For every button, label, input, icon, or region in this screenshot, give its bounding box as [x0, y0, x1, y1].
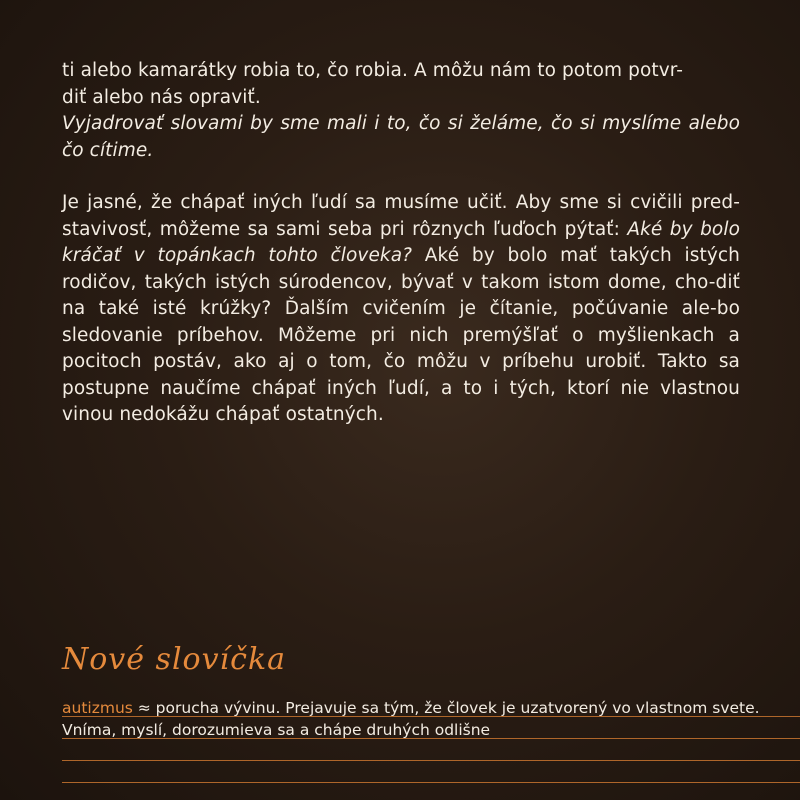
- paragraph-2-text-b: Aké by bolo mať takých istých rodičov, takých istých súrodencov, bývať v takom istom dome, cho-diť na také isté krúžky? Ďalším cvičením je čítanie, počúvanie ale-bo sledovanie príbehov. Môžeme pri nich premýšľať o myšlienkach a pocitoch postáv, ako aj o tom, čo môžu v príbehu urobiť. Takto sa postupne naučíme chápať iných ľudí, a to i tých, ktorí nie vlastnou vinou nedokážu chápať ostatných.: [62, 245, 740, 425]
- vocabulary-entry: [62, 697, 762, 741]
- vocabulary-term: autizmus: [62, 699, 133, 717]
- vocabulary-title: Nové slovíčka: [62, 642, 287, 677]
- divider-line: [62, 782, 800, 783]
- paragraph-1: [62, 58, 740, 164]
- paragraph-1-italic: Vyjadrovať slovami by sme mali i to, čo si želáme, čo si myslíme alebo čo cítime.: [62, 113, 740, 161]
- paragraph-2-italic: Aké by bolo kráčať v topánkach tohto človeka?: [62, 218, 740, 266]
- paragraph-1-line-2: diť alebo nás opraviť.: [62, 86, 261, 108]
- paragraph-2-text-a: Je jasné, že chápať iných ľudí sa musíme učiť. Aby sme si cvičili pred-stavivosť, môžeme sa sami seba pri rôznych ľuďoch pýtať:: [62, 192, 740, 240]
- paragraph-1-line-1: ti alebo kamarátky robia to, čo robia. A môžu nám to potom potvr-: [62, 60, 684, 81]
- vocabulary-definition: ≈ porucha vývinu. Prejavuje sa tým, že človek je uzatvorený vo vlastnom svete. Vníma, myslí, dorozumieva sa a chápe druhých odlišne: [62, 699, 760, 739]
- paragraph-2: [62, 190, 740, 429]
- divider-line: [62, 760, 800, 761]
- body-text: [62, 58, 740, 429]
